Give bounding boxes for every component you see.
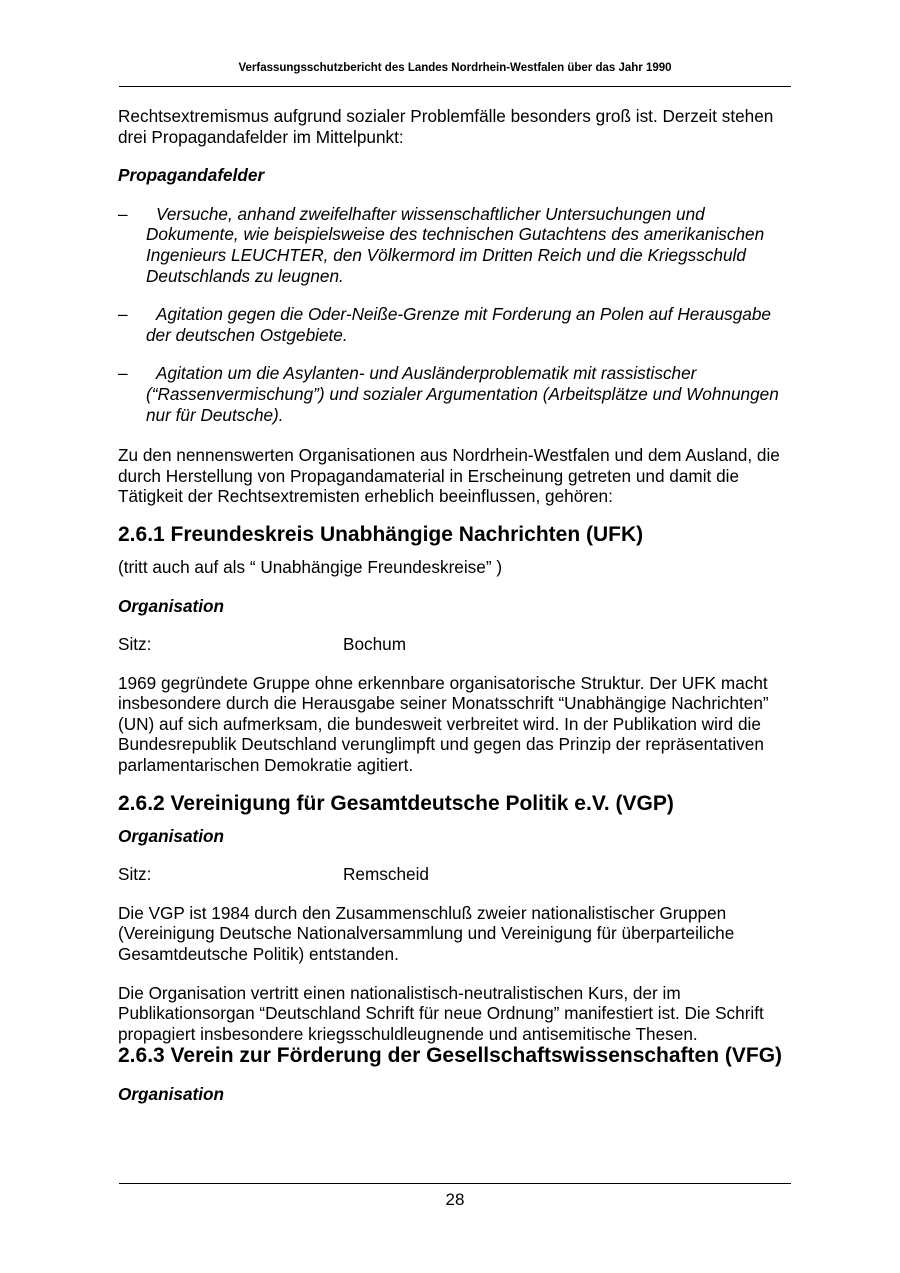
section-heading-vgp: 2.6.2 Vereinigung für Gesamtdeutsche Politik e.V. (VGP) xyxy=(118,791,674,815)
header-divider xyxy=(119,86,791,87)
sitz-value: Bochum xyxy=(343,634,407,655)
vgp-organisation-label: Organisation xyxy=(118,825,225,846)
dash-bullet: – xyxy=(118,203,128,224)
section-heading-ufk: 2.6.1 Freundeskreis Unabhängige Nachrichten (UFK) xyxy=(118,522,644,546)
list-item xyxy=(118,304,790,345)
sitz-value: Remscheid xyxy=(343,864,429,885)
list-item xyxy=(118,363,790,425)
ufk-description: 1969 gegründete Gruppe ohne erkennbare organisatorische Struktur. Der UFK macht insbesondere durch die Herausgabe seiner Monatsschrift “Unabhängige Nachrichten” (UN) auf sich aufmerksam, die bundesweit verbreitet wird. In der Publikation wird die Bundesrepublik Deutschland verunglimpft und gegen das Prinzip der repräsentativen parlamentarischen Demokratie agitiert. xyxy=(118,672,769,776)
running-header: Verfassungsschutzbericht des Landes Nordrhein-Westfalen über das Jahr 1990 xyxy=(238,62,672,74)
dash-bullet: – xyxy=(118,304,128,325)
section-heading-vfg: 2.6.3 Verein zur Förderung der Gesellschaftswissenschaften (VFG) xyxy=(118,1044,783,1068)
intro-paragraph: Rechtsextremismus aufgrund sozialer Problemfälle besonders groß ist. Derzeit stehen drei Propagandafelder im Mittelpunkt: xyxy=(118,106,774,147)
ufk-organisation-label: Organisation xyxy=(118,595,225,616)
ufk-sitz-row xyxy=(118,634,790,655)
vfg-organisation-label: Organisation xyxy=(118,1084,225,1105)
sitz-label: Sitz: xyxy=(118,864,152,885)
vgp-description-2: Die Organisation vertritt einen nationalistisch-neutralistischen Kurs, der im Publikationsorgan “Deutschland Schrift für neue Ordnung” manifestiert ist. Die Schrift propagiert insbesondere kriegsschuldleugnende und antisemitische Thesen. xyxy=(118,982,764,1044)
list-item xyxy=(118,204,790,286)
dash-bullet: – xyxy=(118,363,128,384)
vgp-sitz-row xyxy=(118,864,790,885)
organisations-intro: Zu den nennenswerten Organisationen aus Nordrhein-Westfalen und dem Ausland, die durch Herstellung von Propagandamaterial in Erscheinung getreten und damit die Tätigkeit der Rechtsextremisten erheblich beeinflussen, gehören: xyxy=(118,445,780,507)
page-number: 28 xyxy=(445,1190,465,1209)
page-content xyxy=(118,106,790,1123)
list-item-text: Agitation um die Asylanten- und Ausländerproblematik mit rassistischer (“Rassenvermischung”) und sozialer Argumentation (Arbeitsplätze und Wohnungen nur für Deutsche). xyxy=(146,363,779,425)
propaganda-list xyxy=(118,204,790,425)
list-item-text: Versuche, anhand zweifelhafter wissenschaftlicher Untersuchungen und Dokumente, wie beispielsweise des technischen Gutachtens des amerikanischen Ingenieurs LEUCHTER, den Völkermord im Dritten Reich und die Kriegsschuld Deutschlands zu leugnen. xyxy=(146,203,765,286)
ufk-alias: (tritt auch auf als “ Unabhängige Freundeskreise” ) xyxy=(118,556,503,577)
vgp-description-1: Die VGP ist 1984 durch den Zusammenschluß zweier nationalistischer Gruppen (Vereinigung Deutsche Nationalversammlung und Vereinigung für überparteiliche Gesamtdeutsche Politik) entstanden. xyxy=(118,902,735,965)
sitz-label: Sitz: xyxy=(118,634,152,655)
footer-divider xyxy=(119,1183,791,1184)
propaganda-heading: Propagandafelder xyxy=(118,165,265,186)
list-item-text: Agitation gegen die Oder-Neiße-Grenze mit Forderung an Polen auf Herausgabe der deutschen Ostgebiete. xyxy=(146,304,771,345)
